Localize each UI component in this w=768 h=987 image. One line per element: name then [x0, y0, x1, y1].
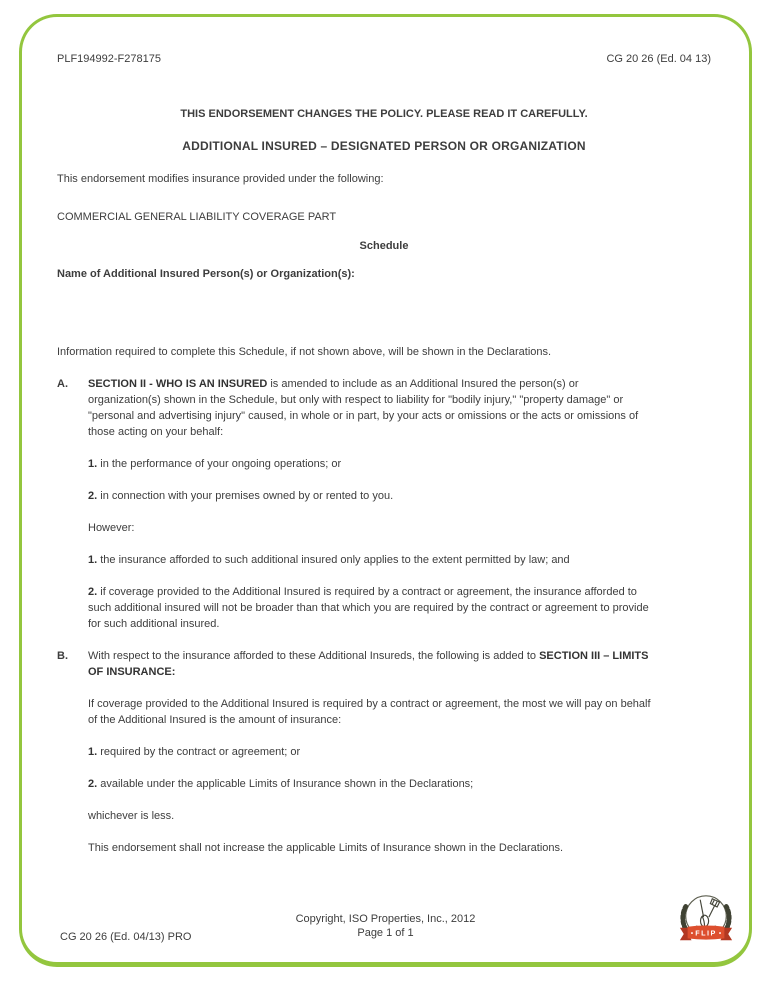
section-b: [57, 648, 711, 872]
item-number: 1.: [88, 746, 98, 758]
endorsement-title: ADDITIONAL INSURED – DESIGNATED PERSON OR ORGANIZATION: [182, 139, 586, 153]
section-a-letter: A.: [57, 378, 68, 390]
section-a-however: However:: [88, 522, 135, 534]
section-b-item-1: [88, 744, 653, 760]
section-b-item-2: [88, 776, 653, 792]
schedule-name-label: Name of Additional Insured Person(s) or Organization(s):: [57, 268, 355, 280]
item-text: if coverage provided to the Additional Insured is required by a contract or agreement, the insurance afforded to such additional insured will not be broader than that which you are required by the contract or agreement to provide for such additional insured.: [88, 586, 649, 630]
item-text: required by the contract or agreement; or: [97, 746, 301, 758]
section-b-whichever: whichever is less.: [88, 810, 175, 822]
section-a-item-1: [88, 456, 653, 472]
ribbon-banner: [680, 926, 732, 941]
logo-text: FLIP: [695, 928, 717, 938]
item-number: 2.: [88, 778, 98, 790]
section-b-letter: B.: [57, 650, 68, 662]
flip-logo: [677, 886, 735, 954]
section-b-lead-bold: SECTION III – LIMITS OF INSURANCE:: [88, 650, 649, 678]
item-number: 2.: [88, 586, 98, 598]
section-b-paragraph: If coverage provided to the Additional Insured is required by a contract or agreement, the most we will pay on behalf of the Additional Insured is the amount of insurance:: [88, 698, 651, 726]
section-b-lead: [88, 648, 653, 680]
copyright-line: Copyright, ISO Properties, Inc., 2012: [295, 913, 476, 925]
section-a-however-item-1: [88, 552, 653, 568]
item-text: available under the applicable Limits of Insurance shown in the Declarations;: [97, 778, 474, 790]
document-header: [57, 51, 711, 67]
item-text: in connection with your premises owned by or rented to you.: [97, 490, 394, 502]
section-a-item-2: [88, 488, 653, 504]
section-b-closing: This endorsement shall not increase the applicable Limits of Insurance shown in the Declarations.: [88, 842, 564, 854]
section-a-however-item-2: [88, 584, 653, 632]
page-number: Page 1 of 1: [357, 927, 414, 939]
modifies-text: This endorsement modifies insurance provided under the following:: [57, 173, 384, 185]
section-a-lead: [88, 376, 653, 440]
form-number: CG 20 26 (Ed. 04 13): [606, 53, 711, 65]
document-page: [19, 14, 752, 967]
notice-title: THIS ENDORSEMENT CHANGES THE POLICY. PLEASE READ IT CAREFULLY.: [180, 108, 588, 120]
item-text: in the performance of your ongoing operations; or: [97, 458, 342, 470]
section-a-lead-bold: SECTION II - WHO IS AN INSURED: [88, 378, 268, 390]
section-b-lead-rest: With respect to the insurance afforded to these Additional Insureds, the following is added to: [88, 650, 540, 662]
schedule-note: Information required to complete this Schedule, if not shown above, will be shown in the Declarations.: [57, 346, 552, 358]
item-text: the insurance afforded to such additional insured only applies to the extent permitted by law; and: [97, 554, 570, 566]
footer-center: [22, 912, 749, 940]
policy-number: PLF194992-F278175: [57, 53, 161, 65]
section-a: [57, 376, 711, 648]
section-a-body: [88, 376, 653, 648]
document-content: [57, 51, 711, 872]
section-a-lead-rest: is amended to include as an Additional Insured the person(s) or organization(s) shown in the Schedule, but only with respect to liability for "bodily injury," "property damage" or "personal and advertising injury" caused, in whole or in part, by your acts or omissions or the acts or omissions of those acting on your behalf:: [88, 378, 639, 438]
coverage-part-text: COMMERCIAL GENERAL LIABILITY COVERAGE PART: [57, 211, 337, 223]
whisk-icon: [700, 900, 708, 927]
spatula-icon: [709, 899, 720, 917]
item-number: 2.: [88, 490, 98, 502]
item-number: 1.: [88, 458, 98, 470]
schedule-heading: Schedule: [359, 240, 409, 252]
section-b-body: [88, 648, 653, 872]
item-number: 1.: [88, 554, 98, 566]
footer-form-number: CG 20 26 (Ed. 04/13) PRO: [60, 931, 192, 943]
